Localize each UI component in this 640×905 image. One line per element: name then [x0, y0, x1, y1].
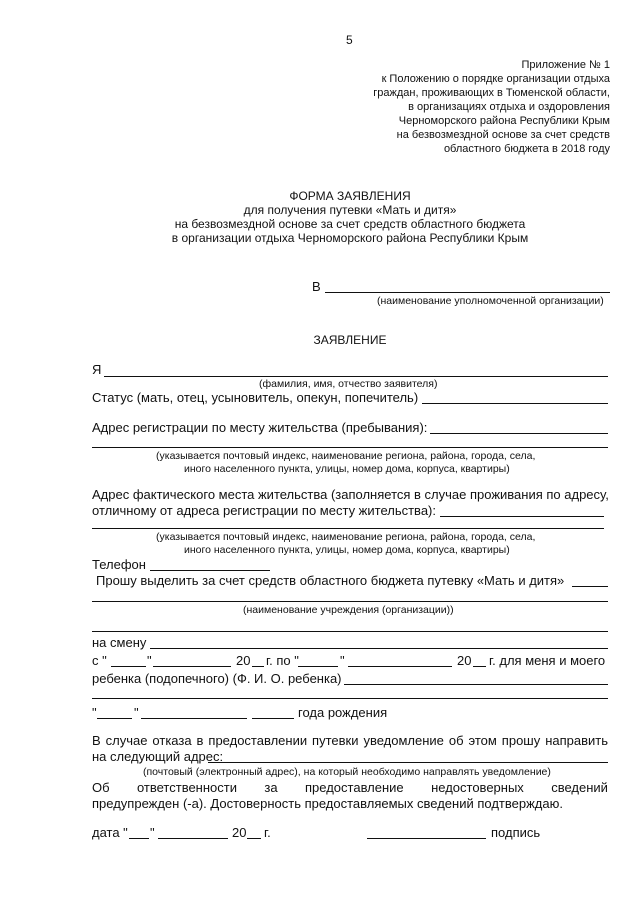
- reg-address-field-2[interactable]: [92, 447, 608, 448]
- responsibility-word: сведений: [551, 780, 608, 795]
- form-title-line: в организации отдыха Черноморского района Республики Крым: [171, 231, 529, 245]
- child-label: ребенка (подопечного) (Ф. И. О. ребенка): [92, 671, 342, 686]
- status-field[interactable]: [422, 403, 608, 404]
- date-year: 20: [232, 825, 247, 840]
- status-label: Статус (мать, отец, усыновитель, опекун, попечитель): [92, 390, 419, 405]
- responsibility-word: за: [264, 780, 278, 795]
- responsibility-line-2: предупрежден (-а). Достоверность предоставляемых сведений подтверждаю.: [92, 796, 563, 811]
- shift-year1-suffix: г. по ": [266, 653, 299, 668]
- signature-field[interactable]: [367, 838, 486, 839]
- request-text: Прошу выделить за счет средств областного бюджета путевку «Мать и дитя»: [96, 573, 565, 588]
- form-title-line: для получения путевки «Мать и дитя»: [243, 203, 457, 217]
- institution-field-2[interactable]: [92, 631, 608, 632]
- child-name-field-2[interactable]: [92, 698, 608, 699]
- birth-day-field[interactable]: [97, 718, 132, 719]
- reg-address-hint: иного населенного пункта, улицы, номер дома, корпуса, квартиры): [184, 463, 510, 475]
- date-day-field[interactable]: [129, 838, 149, 839]
- responsibility-line: [92, 781, 608, 794]
- applicant-hint: (фамилия, имя, отчество заявителя): [259, 378, 438, 390]
- phone-field[interactable]: [150, 570, 270, 571]
- date-prefix: дата ": [92, 825, 128, 840]
- refusal-text: В случае отказа в предоставлении путевки уведомление об этом прошу направить: [92, 733, 608, 748]
- appendix-line: Черноморского района Республики Крым: [398, 115, 610, 127]
- shift-year1: 20: [236, 653, 251, 668]
- appendix-line: в организациях отдыха и оздоровления: [408, 101, 610, 113]
- responsibility-word: предоставление: [305, 780, 404, 795]
- form-title-line: на безвозмездной основе за счет средств областного бюджета: [174, 217, 526, 231]
- page-number: 5: [346, 33, 353, 47]
- addressee-prefix: В: [312, 279, 321, 294]
- shift-from-day-field[interactable]: [111, 666, 146, 667]
- birth-suffix: года рождения: [298, 705, 388, 720]
- refusal-hint: (почтовый (электронный адрес), на который необходимо направлять уведомление): [143, 766, 551, 778]
- institution-field[interactable]: [92, 601, 608, 602]
- shift-label: на смену: [92, 635, 147, 650]
- addressee-field[interactable]: [325, 292, 610, 293]
- shift-year1-field[interactable]: [252, 666, 264, 667]
- appendix-line: Приложение № 1: [521, 59, 610, 71]
- shift-field[interactable]: [150, 648, 608, 649]
- applicant-name-field[interactable]: [104, 376, 608, 377]
- responsibility-word: Об: [92, 780, 110, 795]
- appendix-line: на безвозмездной основе за счет средств: [396, 129, 610, 141]
- date-month-field[interactable]: [158, 838, 228, 839]
- shift-year2-suffix: г. для меня и моего: [489, 653, 606, 668]
- phone-label: Телефон: [92, 557, 146, 572]
- refusal-address-field[interactable]: [208, 762, 608, 763]
- child-name-field[interactable]: [344, 684, 608, 685]
- actual-address-label: Адрес фактического места жительства (заполняется в случае проживания по адресу,: [92, 487, 609, 502]
- institution-hint: (наименование учреждения (организации)): [243, 604, 454, 616]
- responsibility-word: недостоверных: [431, 780, 524, 795]
- date-quote: ": [150, 825, 155, 840]
- refusal-address-label: на следующий адрес:: [92, 749, 224, 764]
- applicant-prefix: Я: [92, 362, 102, 377]
- reg-address-label: Адрес регистрации по месту жительства (пребывания):: [92, 420, 428, 435]
- actual-address-hint: иного населенного пункта, улицы, номер дома, корпуса, квартиры): [184, 544, 510, 556]
- reg-address-hint: (указывается почтовый индекс, наименование региона, района, города, села,: [156, 450, 536, 462]
- actual-address-hint: (указывается почтовый индекс, наименование региона, района, города, села,: [156, 531, 536, 543]
- shift-from-prefix: с ": [92, 653, 107, 668]
- shift-from-month-field[interactable]: [153, 666, 231, 667]
- appendix-line: к Положению о порядке организации отдыха: [381, 73, 610, 85]
- shift-to-day-field[interactable]: [298, 666, 338, 667]
- reg-address-field[interactable]: [430, 433, 608, 434]
- date-year-field[interactable]: [247, 838, 261, 839]
- appendix-line: областного бюджета в 2018 году: [443, 143, 610, 155]
- form-title-line: ФОРМА ЗАЯВЛЕНИЯ: [289, 189, 411, 203]
- birth-close-quote: ": [134, 705, 139, 720]
- signature-label: подпись: [491, 825, 541, 840]
- shift-year2: 20: [457, 653, 472, 668]
- birth-year-field[interactable]: [252, 718, 294, 719]
- actual-address-field-2[interactable]: [92, 528, 604, 529]
- addressee-hint: (наименование уполномоченной организации): [377, 295, 604, 307]
- refusal-line: [92, 734, 608, 747]
- shift-year2-field[interactable]: [473, 666, 486, 667]
- responsibility-word: ответственности: [136, 780, 237, 795]
- birth-open-quote: ": [92, 705, 97, 720]
- birth-month-field[interactable]: [141, 718, 247, 719]
- request-field[interactable]: [572, 586, 608, 587]
- shift-from-quote: ": [147, 653, 152, 668]
- statement-heading: ЗАЯВЛЕНИЕ: [313, 333, 387, 347]
- shift-to-quote: ": [340, 653, 345, 668]
- actual-address-field[interactable]: [440, 516, 604, 517]
- shift-to-month-field[interactable]: [348, 666, 452, 667]
- appendix-line: граждан, проживающих в Тюменской области,: [373, 87, 610, 99]
- date-year-suffix: г.: [264, 825, 271, 840]
- actual-address-label-2: отличному от адреса регистрации по месту жительства):: [92, 503, 436, 518]
